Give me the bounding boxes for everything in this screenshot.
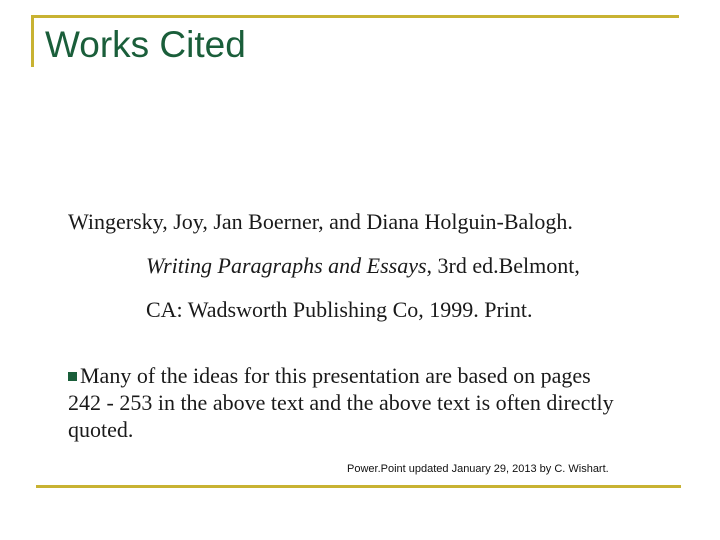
note-paragraph bbox=[68, 362, 628, 443]
citation-block bbox=[68, 200, 668, 332]
citation-line-authors: Wingersky, Joy, Jan Boerner, and Diana Holguin-Balogh. bbox=[68, 209, 573, 234]
citation-edition: , 3rd ed.Belmont, bbox=[426, 253, 580, 278]
citation-line-title bbox=[68, 244, 668, 288]
top-border-line bbox=[31, 15, 679, 18]
slide-title: Works Cited bbox=[45, 24, 246, 65]
note-text: Many of the ideas for this presentation are based on pages 242 - 253 in the above text and the above text is often directly quoted. bbox=[68, 363, 614, 442]
left-border-line bbox=[31, 15, 34, 67]
square-bullet-icon bbox=[68, 372, 77, 381]
footer-credit: Power.Point updated January 29, 2013 by C. Wishart. bbox=[347, 463, 609, 475]
citation-book-title: Writing Paragraphs and Essays bbox=[146, 253, 427, 278]
citation-line-publisher: CA: Wadsworth Publishing Co, 1999. Print. bbox=[146, 297, 533, 322]
bottom-border-line bbox=[36, 485, 681, 488]
